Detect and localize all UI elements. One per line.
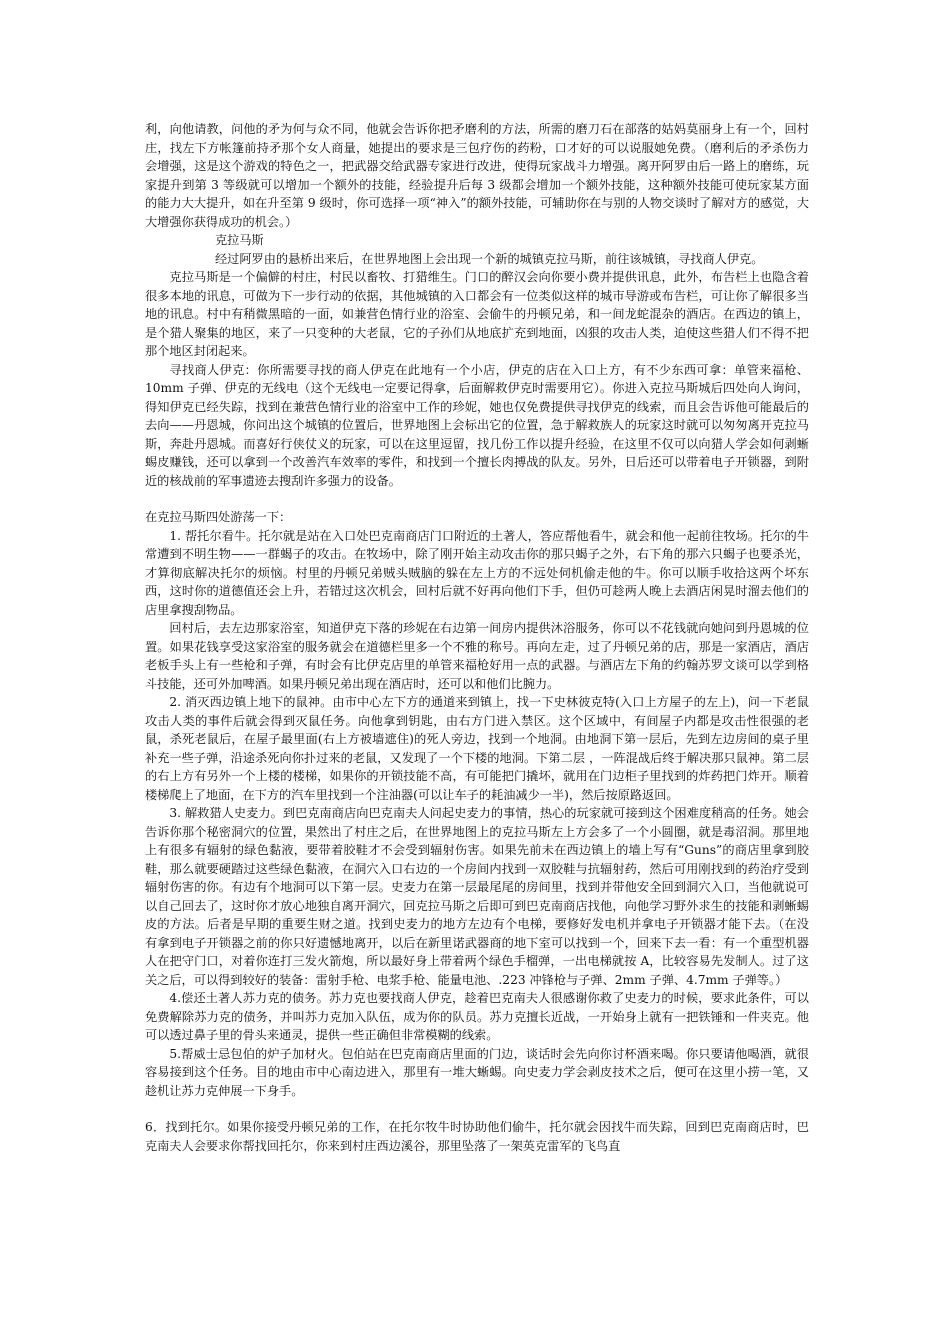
paragraph-task-2-rat-god: 2. 消灭西边镇上地下的鼠神。由市中心左下方的通道来到镇上，找一下史林彼克特(入口上方屋子的左上)，问一下老鼠攻击人类的事件后就会得到灭鼠任务。向他拿到钥匙，由右方门进入禁区。这个区域中，有间屋子内都是攻击性很强的老鼠，杀死老鼠后，在屋子最里面(右上方被墙遮住)的死人旁边，找到一个地洞。由地洞下第一层后，先到左边房间的桌子里补充一些子弹，沿途杀死向你扑过来的老鼠，又发现了一个下楼的地洞。下第二层 ，一阵混战后终于解决那只鼠神。第二层的右上方有另外一个上楼的楼梯，如果你的开锁技能不高，有可能把门撬坏，就用在门边柜子里找到的炸药把门炸开。顺着楼梯爬上了地面，在下方的汽车里找到一个注油器(可以让车子的耗油减少一半)，然后按原路返回。 — [145, 695, 809, 802]
paragraph-spacer — [145, 490, 809, 508]
paragraph-task-1-return: 回村后，去左边那家浴室，知道伊克下落的珍妮在右边第一间房内提供沐浴服务，你可以不花钱就向她问到丹恩城的位置。如果花钱享受这家浴室的服务就会在道德栏里多一个不雅的称号。再向左走，过了丹顿兄弟的店，那是一家酒店，酒店老板手头上有一些枪和子弹，有时会有比伊克店里的单管来福枪好用一点的武器。与酒店左下角的约翰苏罗文谈可以学到格斗技能，还可外加啤酒。如果丹顿兄弟出现在酒店时，还可以和他们比腕力。 — [145, 621, 809, 691]
section-heading-klamath: 克拉马斯 — [215, 233, 264, 247]
document-page — [145, 120, 809, 1155]
paragraph-find-ike-intro — [145, 250, 809, 269]
paragraph-task-6-find-tor: 6．找到托尔。如果你接受丹顿兄弟的工作，在托尔牧牛时协助他们偷牛，托尔就会因找牛而失踪，回到巴克南商店时，巴克南夫人会要求你帮找回托尔，你来到村庄西边溪谷，那里坠落了一架英克雷军的飞鸟直 — [145, 1120, 809, 1153]
paragraph-task-3-smiley: 3. 解救猎人史麦力。到巴克南商店向巴克南夫人问起史麦力的事情，热心的玩家就可接到这个困难度稍高的任务。她会告诉你那个秘密洞穴的位置，果然出了村庄之后，在世界地图上的克拉马斯左上方会多了一个小圆圈，就是毒沼洞。那里地上有很多有辐射的绿色黏液，要带着胶鞋才不会受到辐射伤害。如果先前未在西边镇上的墙上写有“Guns”的商店里拿到胶鞋，那么就要硬踏过这些绿色黏液，在洞穴入口右边的一个房间内找到一双胶鞋与抗辐射药，然后可用刚找到的药治疗受到辐射伤害的你。有边有个地洞可以下第一层。史麦力在第一层最尾尾的房间里，找到并带他安全回到洞穴入口，当他就说可以自己回去了，这时你才放心地独自离开洞穴，回克拉马斯之后即可到巴克南商店找他，向他学习野外求生的技能和剥蜥蜴皮的方法。后者是早期的重要生财之道。找到史麦力的地方左边有个电梯，要修好发电机并拿电子开锁器才能下去。（在没有拿到电子开锁器之前的你只好遗憾地离开，以后在新里诺武器商的地下室可以找到一个，回来下去一看：有一个重型机器人在把守门口，对着你连打三发火箭炮，所以最好身上带着两个绿色手榴弹，一出电梯就按 A，比较容易先发制人。过了这关之后，可以得到较好的装备：雷射手枪、电浆手枪、能量电池、.223 冲锋枪与子弹、2mm 子弹、4.7mm 子弹等。） — [145, 806, 809, 987]
paragraph-task-1-tor-cattle: 1. 帮托尔看牛。托尔就是站在入口处巴克南商店门口附近的土著人，答应帮他看牛，就会和他一起前往牧场。托尔的牛常遭到不明生物——一群蝎子的攻击。在牧场中，除了刚开始主动攻击你的那只蝎子之外，右下角的那六只蝎子也要杀光，才算彻底解决托尔的烦恼。村里的丹顿兄弟贼头贼脑的躲在左上方的不远处伺机偷走他的牛。你可以顺手收拾这两个坏东西，这时你的道德值还会上升，若错过这次机会，回村后就不好再向他们下手，但仍可趁两人晚上去酒店闲晃时溜去他们的店里拿搜刮物品。 — [145, 528, 809, 617]
paragraph-task-5-whiskey-bob: 5.帮威士忌包伯的炉子加材火。包伯站在巴克南商店里面的门边，谈话时会先向你讨杯酒来喝。你只要请他喝酒，就很容易接到这个任务。目的地由市中心南边进入，那里有一堆大蜥蜴。向史麦力学会剥皮技术之后，便可在这里小捞一笔，又趁机让苏力克伸展一下身手。 — [145, 1046, 809, 1098]
paragraph-find-merchant-ike: 寻找商人伊克：你所需要寻找的商人伊克在此地有一个小店，伊克的店在入口上方，有不少东西可拿：单管来福枪、10mm 子弹、伊克的无线电（这个无线电一定要记得拿，后面解救伊克时需要用它）。你进入克拉马斯城后四处向人询问，得知伊克已经失踪，找到在兼营色情行业的浴室中工作的珍妮，她也仅免费提供寻找伊克的线索，而且会告诉他可能最后的去向——丹恩城，你问出这个城镇的位置后，世界地图上会标出它的位置，急于解救族人的玩家这时就可以匆匆离开克拉马斯，奔赴丹恩城。而喜好行侠仗义的玩家，可以在这里逗留，找几份工作以提升经验，在这里不仅可以向猎人学会如何剥蜥蜴皮赚钱，还可以拿到一个改善汽车效率的零件，和找到一个擅长肉搏战的队友。另外，日后还可以带着电子开锁器，到附近的核战前的军事遗迹去搜刮许多强力的设备。 — [145, 362, 809, 488]
paragraph-klamath-description: 克拉马斯是一个偏僻的村庄，村民以畜牧、打猎维生。门口的醉汉会向你要小费并提供讯息，此外，布告栏上也隐含着很多本地的讯息，可做为下一步行动的依据，其他城镇的入口都会有一位类似这样的城市导游或布告栏，可让你了解很多当地的讯息。村中有稍微黑暗的一面，如兼营色情行业的浴室、会偷牛的丹顿兄弟，和一间龙蛇混杂的酒店。在西边的镇上，是个猎人聚集的地区，来了一只变种的大老鼠，它的子孙们从地底扩充到地面，凶狠的攻击人类，迫使这些猎人们不得不把那个地区封闭起来。 — [145, 270, 809, 358]
paragraph-wander-heading: 在克拉马斯四处游荡一下： — [145, 510, 292, 524]
paragraph-weapon-sharpening: 利，向他请教，问他的矛为何与众不同，他就会告诉你把矛磨利的方法，所需的磨刀石在部落的姑妈莫丽身上有一个，回村庄，找左下方帐篷前持矛那个女人商量，她提出的要求是三包疗伤的药粉，口才好的可以说服她免费。（磨利后的矛杀伤力会增强，这是这个游戏的特色之一，把武器交给武器专家进行改进，使得玩家战斗力增强。离开阿罗由后一路上的磨练，玩家提升到第 3 等级就可以增加一个额外的技能，经验提升后每 3 级都会增加一个额外技能，这种额外技能可使玩家某方面的能力大大提升，如在升至第 9 级时，你可选择一项“神入”的额外技能，可辅助你在与别的人物交谈时了解对方的感觉，大大增强你获得成功的机会。） — [145, 122, 809, 229]
paragraph-text: 经过阿罗由的悬桥出来后，在世界地图上会出现一个新的城镇克拉马斯，前往该城镇，寻找商人伊克。 — [215, 251, 764, 266]
paragraph-spacer — [145, 1100, 809, 1118]
paragraph-task-4-sulik-debt: 4.偿还土著人苏力克的债务。苏力克也要找商人伊克，趁着巴克南夫人很感谢你救了史麦力的时候，要求此条件，可以免费解除苏力克的债务，并叫苏力克加入队伍，成为你的队员。苏力克擅长近战，一开始身上就有一把铁锤和一件夹克。他可以透过鼻子里的骨头来通灵，提供一些正确但非常模糊的线索。 — [145, 991, 809, 1042]
